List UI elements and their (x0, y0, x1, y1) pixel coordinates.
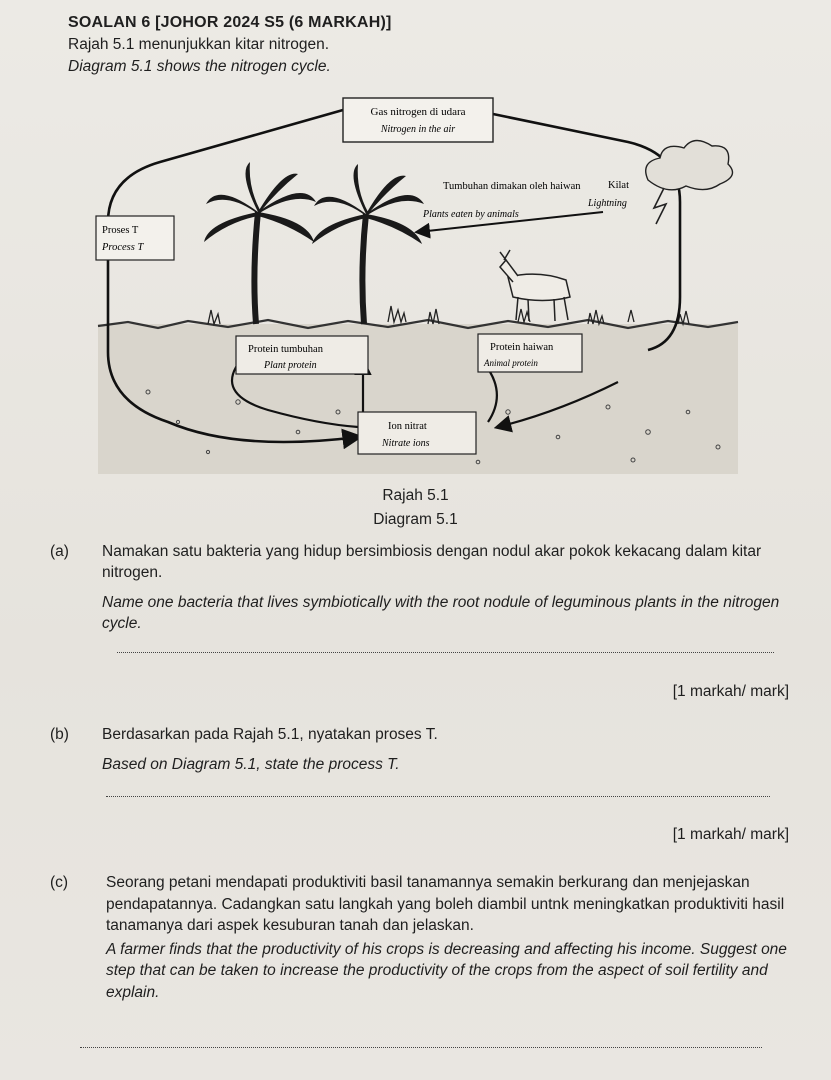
arrow-right-loop (493, 114, 680, 350)
question-b-malay: Berdasarkan pada Rajah 5.1, nyatakan proses T. (102, 726, 438, 743)
question-a-english: Name one bacteria that lives symbiotically with the root nodule of leguminous plants in the nitrogen cycle. (102, 594, 780, 632)
intro-english: Diagram 5.1 shows the nitrogen cycle. (68, 58, 331, 75)
process-t-box (96, 216, 174, 260)
question-c-label: (c) (50, 874, 69, 891)
process-t-english: Process T (102, 242, 144, 253)
question-a-label: (a) (50, 543, 69, 560)
goat (500, 250, 570, 321)
question-c (50, 872, 810, 1003)
palm-tree-right (312, 164, 424, 324)
lightning-label-english: Lightning (588, 198, 627, 209)
question-b-label: (b) (50, 726, 69, 743)
diagram-caption-english: Diagram 5.1 (373, 511, 458, 528)
answer-line-b[interactable] (106, 796, 770, 797)
answer-line-c[interactable] (80, 1047, 762, 1048)
grass (208, 306, 689, 324)
diagram-caption-malay: Rajah 5.1 (382, 487, 449, 504)
question-a-malay: Namakan satu bakteria yang hidup bersimbiosis dengan nodul akar pokok kekacang dalam kitar nitrogen. (102, 543, 762, 581)
question-b (50, 724, 810, 775)
animal-protein-malay: Protein haiwan (490, 342, 554, 353)
thundercloud (646, 140, 733, 224)
intro-malay: Rajah 5.1 menunjukkan kitar nitrogen. (68, 36, 330, 53)
question-a (50, 541, 810, 634)
air-label-english: Nitrogen in the air (380, 124, 456, 135)
plant-protein-english: Plant protein (264, 360, 317, 371)
lightning-bolt-icon (654, 188, 666, 224)
air-nitrogen-box (343, 98, 493, 142)
question-c-malay: Seorang petani mendapati produktiviti basil tanamannya semakin berkurang dan menjejaskan pendapatannya. Cadangkan satu langkah yang boleh diambil untnk meningkatkan produktiviti hasil tanamanya dari aspek kesuburan tanah dan jelaskan. (106, 874, 785, 934)
question-b-english: Based on Diagram 5.1, state the process T. (102, 756, 400, 773)
nitrogen-cycle-diagram (88, 92, 748, 482)
question-c-english: A farmer finds that the productivity of his crops is decreasing and affecting his income. Suggest one step that can be taken to increase the productivity of the crops from the aspect of soil fertility and explain. (106, 940, 787, 1001)
plant-protein-malay: Protein tumbuhan (248, 344, 323, 355)
nitrate-label-malay: Ion nitrat (388, 421, 427, 432)
nitrate-label-english: Nitrate ions (382, 438, 430, 449)
question-header (68, 14, 808, 76)
air-label-malay: Gas nitrogen di udara (370, 106, 466, 118)
animal-protein-english: Animal protein (484, 358, 538, 368)
mark-b: [1 markah/ mark] (672, 826, 789, 843)
mark-a: [1 markah/ mark] (672, 683, 789, 700)
question-title: SOALAN 6 [JOHOR 2024 S5 (6 MARKAH)] (68, 14, 392, 31)
eaten-label-malay: Tumbuhan dimakan oleh haiwan (443, 181, 581, 192)
eaten-label-english: Plants eaten by animals (423, 209, 519, 220)
process-t-malay: Proses T (102, 225, 139, 236)
answer-line-a[interactable] (117, 652, 774, 653)
lightning-label-malay: Kilat (608, 180, 629, 191)
palm-tree-left (204, 162, 316, 324)
